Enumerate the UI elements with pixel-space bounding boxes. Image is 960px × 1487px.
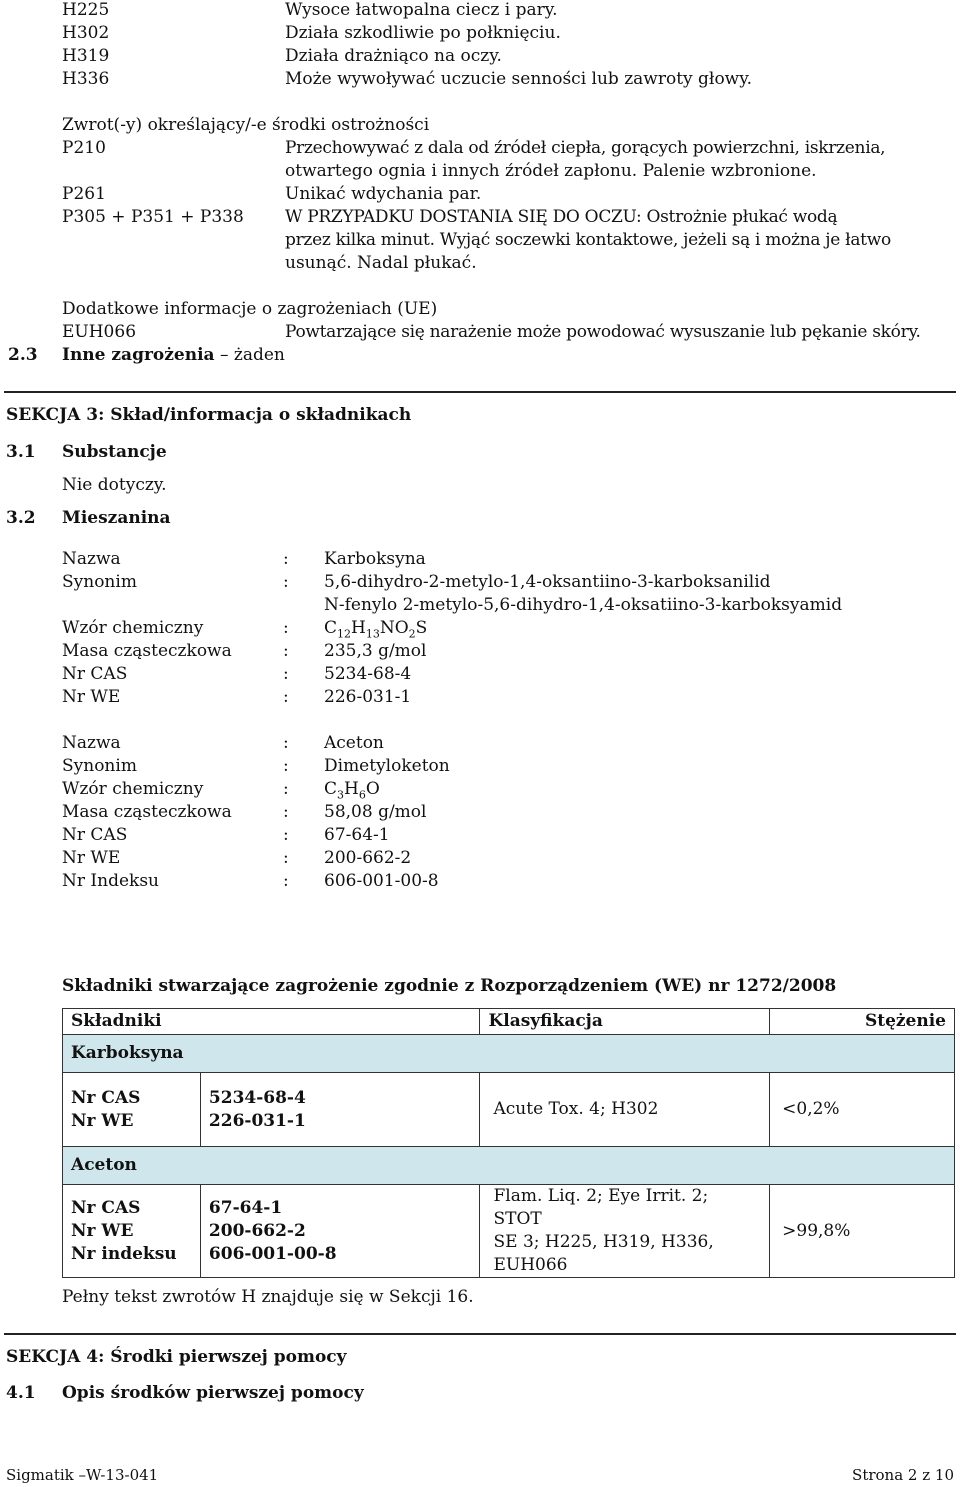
- prop-label: Synonim: [62, 572, 137, 592]
- dash: –: [219, 345, 229, 365]
- prop-colon: :: [283, 733, 289, 753]
- component-name: Karboksyna: [63, 1035, 955, 1073]
- classification: Flam. Liq. 2; Eye Irrit. 2; STOT SE 3; H225, H319, H336, EUH066: [480, 1185, 770, 1278]
- component-name-row: [63, 1035, 955, 1073]
- p-text: W PRZYPADKU DOSTANIA SIĘ DO OCZU: Ostrożnie płukać wodą: [285, 207, 838, 227]
- p-text: usunąć. Nadal płukać.: [285, 253, 477, 273]
- prop-label: Nr WE: [62, 687, 121, 707]
- section-number: 4.1: [6, 1383, 36, 1403]
- h-code: H336: [62, 69, 110, 89]
- prop-label: Masa cząsteczkowa: [62, 802, 232, 822]
- prop-colon: :: [283, 664, 289, 684]
- column-header: Składniki: [63, 1009, 480, 1035]
- table-footnote: Pełny tekst zwrotów H znajduje się w Sekcji 16.: [62, 1287, 474, 1307]
- prop-label: Synonim: [62, 756, 137, 776]
- prop-colon: :: [283, 825, 289, 845]
- prop-colon: :: [283, 618, 289, 638]
- p-text: przez kilka minut. Wyjąć soczewki kontaktowe, jeżeli są i można je łatwo: [285, 230, 891, 250]
- additional-heading: Dodatkowe informacje o zagrożeniach (UE): [62, 299, 438, 319]
- classification: Acute Tox. 4; H302: [480, 1073, 770, 1147]
- prop-value: N-fenylo 2-metylo-5,6-dihydro-1,4-oksatiino-3-karboksyamid: [324, 595, 843, 615]
- component-name: Aceton: [63, 1147, 955, 1185]
- prop-colon: :: [283, 779, 289, 799]
- prop-value: Aceton: [324, 733, 384, 753]
- prop-label: Nazwa: [62, 549, 121, 569]
- prop-value: 5,6-dihydro-2-metylo-1,4-oksantiino-3-karboksanilid: [324, 572, 771, 592]
- section-divider: [4, 391, 956, 393]
- substance-note: Nie dotyczy.: [62, 475, 167, 495]
- prop-colon: :: [283, 687, 289, 707]
- prop-colon: :: [283, 871, 289, 891]
- table-row: [63, 1185, 955, 1278]
- prop-value: 200-662-2: [324, 848, 412, 868]
- section-title: Inne zagrożenia: [62, 345, 215, 365]
- concentration: <0,2%: [770, 1073, 955, 1147]
- hazard-table: [62, 1008, 955, 1278]
- h-text: Działa drażniąco na oczy.: [285, 46, 502, 66]
- hazard-table-title: Składniki stwarzające zagrożenie zgodnie z Rozporządzeniem (WE) nr 1272/2008: [62, 976, 837, 996]
- h-text: Działa szkodliwie po połknięciu.: [285, 23, 561, 43]
- prop-label: Nr Indeksu: [62, 871, 159, 891]
- section-2-3-line: [62, 344, 285, 367]
- p-code: P305 + P351 + P338: [62, 207, 244, 227]
- id-labels: Nr CAS Nr WE Nr indeksu: [63, 1185, 201, 1278]
- h-code: H225: [62, 0, 110, 20]
- prop-value: 606-001-00-8: [324, 871, 439, 891]
- h-code: H319: [62, 46, 110, 66]
- chemical-formula: $C_{12}H_{13}NO_2S$: [324, 618, 428, 641]
- section-number: 3.2: [6, 508, 36, 528]
- p-code: P210: [62, 138, 106, 158]
- prop-value: Karboksyna: [324, 549, 426, 569]
- h-code: H302: [62, 23, 110, 43]
- prop-value: Dimetyloketon: [324, 756, 450, 776]
- p-text: Unikać wdychania par.: [285, 184, 482, 204]
- prop-label: Wzór chemiczny: [62, 618, 204, 638]
- h-text: Może wywoływać uczucie senności lub zawroty głowy.: [285, 69, 752, 89]
- column-header: Stężenie: [770, 1009, 955, 1035]
- prop-label: Wzór chemiczny: [62, 779, 204, 799]
- column-header: Klasyfikacja: [480, 1009, 770, 1035]
- prop-colon: :: [283, 641, 289, 661]
- section-4-title: SEKCJA 4: Środki pierwszej pomocy: [6, 1347, 347, 1367]
- euh-code: EUH066: [62, 322, 137, 342]
- footer-page: Strona 2 z 10: [852, 1466, 954, 1484]
- subsection-title: Mieszanina: [62, 508, 171, 528]
- prop-label: Nr CAS: [62, 664, 128, 684]
- prop-value: 67-64-1: [324, 825, 390, 845]
- prop-value: 235,3 g/mol: [324, 641, 427, 661]
- id-values: 5234-68-4 226-031-1: [200, 1073, 480, 1147]
- section-divider: [4, 1333, 956, 1335]
- prop-value: 226-031-1: [324, 687, 412, 707]
- p-text: Przechowywać z dala od źródeł ciepła, gorących powierzchni, iskrzenia,: [285, 138, 886, 158]
- prop-label: Nr CAS: [62, 825, 128, 845]
- prop-label: Masa cząsteczkowa: [62, 641, 232, 661]
- id-labels: Nr CAS Nr WE: [63, 1073, 201, 1147]
- section-number: 3.1: [6, 442, 36, 462]
- footer-left: Sigmatik –W-13-041: [6, 1466, 159, 1484]
- prop-label: Nr WE: [62, 848, 121, 868]
- prop-colon: :: [283, 756, 289, 776]
- prop-colon: :: [283, 848, 289, 868]
- prop-label: Nazwa: [62, 733, 121, 753]
- table-header-row: [63, 1009, 955, 1035]
- section-number: 2.3: [8, 345, 38, 365]
- subsection-title: Substancje: [62, 442, 167, 462]
- prop-value: 5234-68-4: [324, 664, 412, 684]
- prop-colon: :: [283, 549, 289, 569]
- p-code: P261: [62, 184, 106, 204]
- h-text: Wysoce łatwopalna ciecz i pary.: [285, 0, 558, 20]
- section-3-title: SEKCJA 3: Skład/informacja o składnikach: [6, 405, 412, 425]
- prop-colon: :: [283, 802, 289, 822]
- concentration: >99,8%: [770, 1185, 955, 1278]
- prop-colon: :: [283, 572, 289, 592]
- subsection-title: Opis środków pierwszej pomocy: [62, 1383, 364, 1403]
- section-value: żaden: [233, 345, 285, 365]
- p-text: otwartego ognia i innych źródeł zapłonu. Palenie wzbronione.: [285, 161, 817, 181]
- prop-value: 58,08 g/mol: [324, 802, 427, 822]
- table-row: [63, 1073, 955, 1147]
- precautionary-heading: Zwrot(-y) określający/-e środki ostrożności: [62, 115, 430, 135]
- id-values: 67-64-1 200-662-2 606-001-00-8: [200, 1185, 480, 1278]
- chemical-formula: $C_3H_6O$: [324, 779, 380, 802]
- component-name-row: [63, 1147, 955, 1185]
- euh-text: Powtarzające się narażenie może powodować wysuszanie lub pękanie skóry.: [285, 322, 921, 342]
